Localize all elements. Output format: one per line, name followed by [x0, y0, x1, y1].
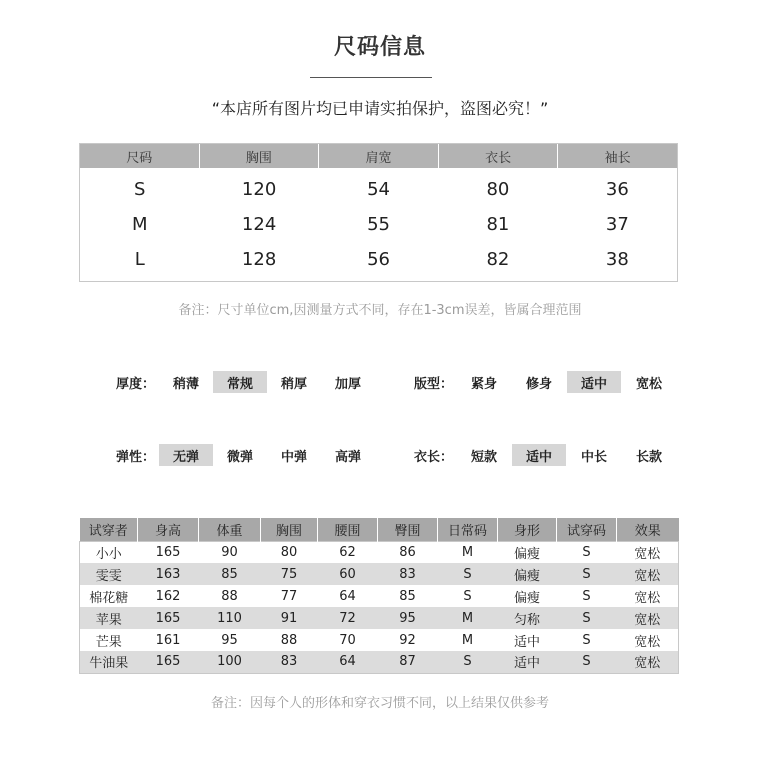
- attr-length-option: 长款: [635, 449, 662, 465]
- size-cell: 56: [367, 249, 390, 270]
- attr-thickness-label: 厚度：: [116, 376, 156, 392]
- trial-cell: S: [557, 585, 617, 607]
- trial-header-cell: 试穿者: [80, 518, 138, 541]
- trial-row: [80, 607, 679, 629]
- trial-cell: 75: [261, 563, 318, 585]
- attr-fit-option: 紧身: [470, 376, 497, 392]
- trial-row: [80, 563, 679, 585]
- attr-elasticity-option: 高弹: [334, 449, 361, 465]
- attr-fit-option: 修身: [525, 376, 552, 392]
- attr-thickness: [116, 371, 376, 393]
- trial-header-cell: 体重: [199, 518, 261, 541]
- attr-length-label: 衣长：: [414, 449, 454, 465]
- trial-cell: 匀称: [498, 607, 557, 629]
- attr-length: [414, 444, 684, 466]
- trial-cell: 77: [261, 585, 318, 607]
- trial-cell: S: [557, 563, 617, 585]
- trial-cell: 92: [378, 629, 438, 651]
- attr-length-option: 中长: [580, 449, 607, 465]
- size-note: 备注：尺寸单位cm,因测量方式不同，存在1-3cm误差，皆属合理范围: [178, 303, 582, 318]
- trial-cell: 100: [199, 651, 261, 673]
- trial-cell: 162: [138, 585, 199, 607]
- trial-cell: S: [438, 585, 498, 607]
- attr-elasticity-option: 无弹: [159, 444, 213, 466]
- trial-row: [80, 541, 679, 563]
- size-cell: 37: [605, 214, 629, 235]
- trial-cell: 小小: [80, 541, 138, 563]
- attr-elasticity: [116, 444, 376, 466]
- trial-header-cell: 身高: [138, 518, 199, 541]
- trial-cell: 64: [318, 651, 378, 673]
- trial-cell: 宽松: [617, 651, 679, 673]
- attr-elasticity-label: 弹性：: [116, 449, 156, 465]
- size-cell: 80: [486, 179, 510, 200]
- attr-fit-option: 宽松: [635, 376, 662, 392]
- trial-row: [80, 585, 679, 607]
- size-cell: 38: [605, 249, 629, 270]
- attr-thickness-option: 稍薄: [172, 376, 199, 392]
- trial-cell: 适中: [498, 629, 557, 651]
- size-cell: L: [134, 249, 145, 270]
- attr-thickness-option: 常规: [213, 371, 267, 393]
- trial-cell: 90: [199, 541, 261, 563]
- trial-cell: 91: [261, 607, 318, 629]
- trial-cell: 165: [138, 541, 199, 563]
- size-cell: 54: [367, 179, 390, 200]
- size-cell: S: [133, 179, 146, 200]
- trial-table: [79, 518, 679, 674]
- size-header-cell: 尺码: [80, 144, 200, 168]
- trial-cell: 宽松: [617, 541, 679, 563]
- trial-cell: 宽松: [617, 607, 679, 629]
- size-cell: 81: [486, 214, 510, 235]
- trial-cell: 165: [138, 651, 199, 673]
- attr-fit-option: 适中: [567, 371, 621, 393]
- trial-cell: 72: [318, 607, 378, 629]
- trial-header-cell: 臀围: [378, 518, 438, 541]
- trial-cell: S: [557, 651, 617, 673]
- attr-elasticity-option: 中弹: [280, 449, 307, 465]
- trial-cell: S: [557, 629, 617, 651]
- trial-cell: 苹果: [80, 607, 138, 629]
- trial-cell: 偏瘦: [498, 585, 557, 607]
- trial-cell: 偏瘦: [498, 563, 557, 585]
- trial-cell: M: [438, 607, 498, 629]
- size-header-cell: 胸围: [200, 144, 320, 168]
- trial-cell: 宽松: [617, 629, 679, 651]
- trial-cell: 棉花糖: [80, 585, 138, 607]
- trial-header-cell: 效果: [617, 518, 679, 541]
- attr-elasticity-option: 微弹: [226, 449, 253, 465]
- trial-cell: 95: [378, 607, 438, 629]
- trial-cell: 88: [199, 585, 261, 607]
- size-header-cell: 肩宽: [319, 144, 439, 168]
- trial-header-cell: 胸围: [261, 518, 318, 541]
- trial-cell: 偏瘦: [498, 541, 557, 563]
- trial-header-cell: 日常码: [438, 518, 498, 541]
- trial-row: [80, 651, 679, 673]
- trial-cell: 85: [378, 585, 438, 607]
- copyright-notice: “本店所有图片均已申请实拍保护，盗图必究！”: [211, 99, 549, 118]
- trial-cell: 宽松: [617, 585, 679, 607]
- trial-cell: 芒果: [80, 629, 138, 651]
- trial-cell: 83: [261, 651, 318, 673]
- trial-note: 备注：因每个人的形体和穿衣习惯不同，以上结果仅供参考: [210, 696, 549, 711]
- size-cell: 128: [241, 249, 277, 270]
- attr-length-option: 短款: [470, 449, 497, 465]
- trial-cell: 163: [138, 563, 199, 585]
- trial-cell: 85: [199, 563, 261, 585]
- trial-cell: 雯雯: [80, 563, 138, 585]
- attr-length-option: 适中: [512, 444, 566, 466]
- trial-header-row: [80, 518, 679, 541]
- trial-cell: 宽松: [617, 563, 679, 585]
- trial-cell: 60: [318, 563, 378, 585]
- trial-cell: S: [438, 563, 498, 585]
- trial-cell: S: [557, 541, 617, 563]
- trial-cell: 适中: [498, 651, 557, 673]
- trial-cell: 88: [261, 629, 318, 651]
- trial-cell: S: [557, 607, 617, 629]
- trial-header-cell: 试穿码: [557, 518, 617, 541]
- attr-fit-label: 版型：: [414, 376, 454, 392]
- size-cell: 124: [241, 214, 277, 235]
- attr-fit: [414, 371, 684, 393]
- size-row: [80, 172, 677, 207]
- attr-thickness-option: 稍厚: [280, 376, 307, 392]
- trial-cell: 64: [318, 585, 378, 607]
- trial-row: [80, 629, 679, 651]
- page-title: 尺码信息: [333, 35, 426, 60]
- trial-cell: 86: [378, 541, 438, 563]
- trial-cell: S: [438, 651, 498, 673]
- title-divider: [310, 77, 432, 78]
- size-cell: 82: [486, 249, 510, 270]
- trial-cell: 95: [199, 629, 261, 651]
- trial-cell: 牛油果: [80, 651, 138, 673]
- trial-cell: 83: [378, 563, 438, 585]
- size-cell: 36: [605, 179, 629, 200]
- trial-cell: 165: [138, 607, 199, 629]
- size-cell: M: [131, 214, 148, 235]
- size-header-cell: 袖长: [604, 150, 631, 166]
- trial-cell: 161: [138, 629, 199, 651]
- trial-cell: M: [438, 541, 498, 563]
- trial-cell: 62: [318, 541, 378, 563]
- trial-header-cell: 身形: [498, 518, 557, 541]
- size-row: [80, 207, 677, 242]
- trial-cell: 110: [199, 607, 261, 629]
- size-table: [79, 143, 678, 282]
- trial-cell: 87: [378, 651, 438, 673]
- attr-thickness-option: 加厚: [334, 376, 361, 392]
- size-header-cell: 衣长: [439, 144, 559, 168]
- trial-cell: M: [438, 629, 498, 651]
- size-cell: 55: [367, 214, 390, 235]
- size-table-header: [80, 144, 677, 168]
- trial-cell: 70: [318, 629, 378, 651]
- trial-cell: 80: [261, 541, 318, 563]
- size-row: [80, 242, 677, 277]
- size-cell: 120: [241, 179, 277, 200]
- trial-header-cell: 腰围: [318, 518, 378, 541]
